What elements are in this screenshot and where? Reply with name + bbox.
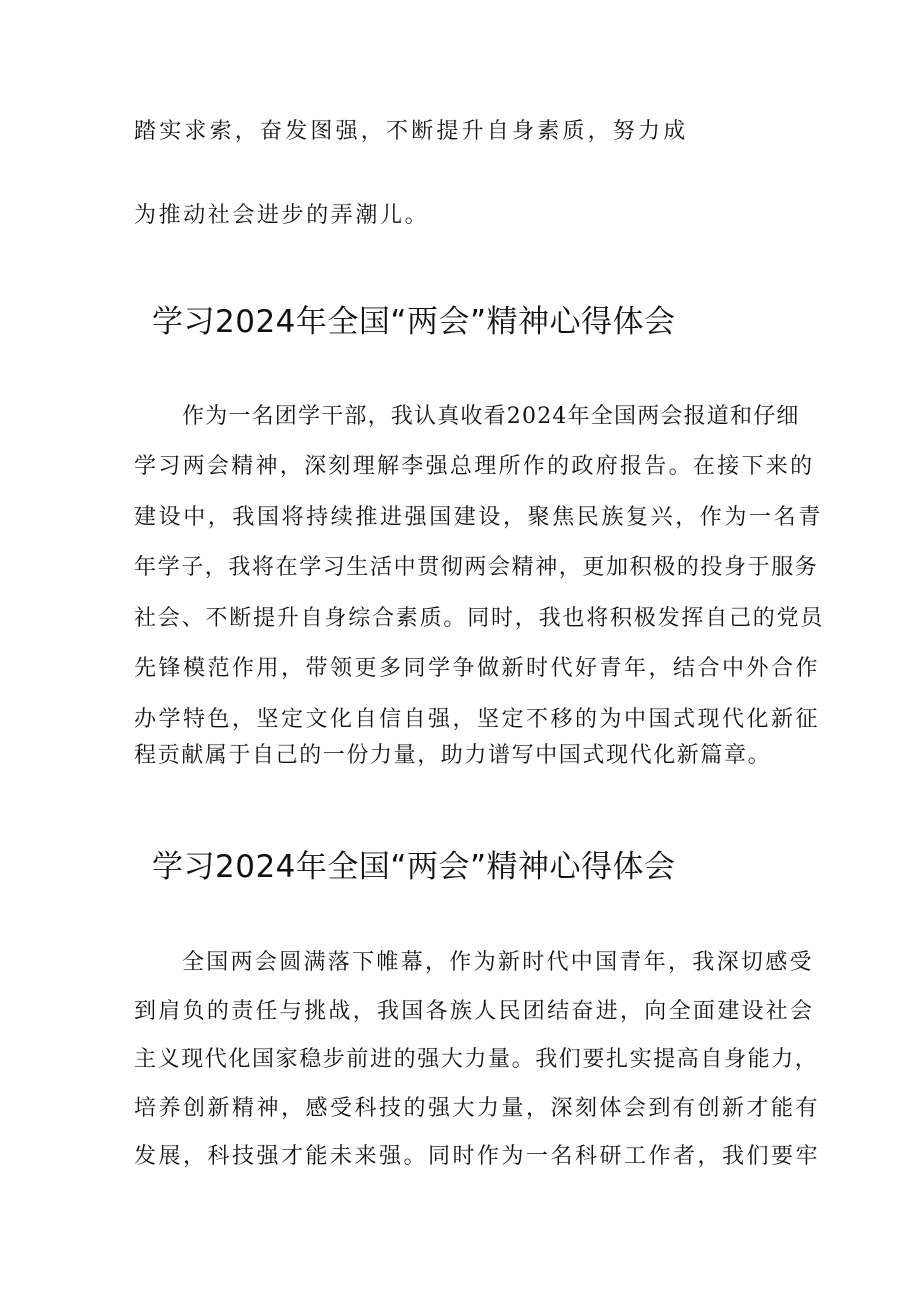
section-2-line-4: 培养创新精神，感受科技的强大力量，深刻体会到有创新才能有 bbox=[134, 1096, 821, 1121]
intro-line-1: 踏实求索，奋发图强，不断提升自身素质，努力成 bbox=[134, 119, 689, 144]
section-1-line-3: 建设中，我国将持续推进强国建设，聚焦民族复兴，作为一名青 bbox=[134, 505, 823, 530]
section-2-title: 学习2024年全国“两会”精神心得体会 bbox=[152, 849, 676, 885]
section-1-line-1: 作为一名团学干部，我认真收看2024年全国两会报道和仔细 bbox=[182, 404, 800, 429]
section-1-line-2: 学习两会精神，深刻理解李强总理所作的政府报告。在接下来的 bbox=[134, 454, 815, 479]
section-1-line-6: 先锋模范作用，带领更多同学争做新时代好青年，结合中外合作 bbox=[134, 656, 821, 681]
section-1-line-4: 年学子，我将在学习生活中贯彻两会精神，更加积极的投身于服务 bbox=[134, 555, 819, 580]
section-2-line-3: 主义现代化国家稳步前进的强大力量。我们要扎实提高自身能力， bbox=[134, 1047, 819, 1072]
section-1-line-8: 程贡献属于自己的一份力量，助力谱写中国式现代化新篇章。 bbox=[134, 743, 772, 768]
section-2-line-2: 到肩负的责任与挑战，我国各族人民团结奋进，向全面建设社会 bbox=[134, 999, 815, 1024]
intro-line-2: 为推动社会进步的弄潮儿。 bbox=[134, 203, 430, 228]
section-2-line-1: 全国两会圆满落下帷幕，作为新时代中国青年，我深切感受 bbox=[182, 950, 814, 975]
section-1-title: 学习2024年全国“两会”精神心得体会 bbox=[152, 304, 676, 340]
section-2-line-5: 发展，科技强才能未来强。同时作为一名科研工作者，我们要牢 bbox=[134, 1144, 821, 1169]
section-1-line-5: 社会、不断提升自身综合素质。同时，我也将积极发挥自己的党员 bbox=[134, 606, 825, 631]
section-1-line-7: 办学特色，坚定文化自信自强，坚定不移的为中国式现代化新征 bbox=[134, 707, 821, 732]
